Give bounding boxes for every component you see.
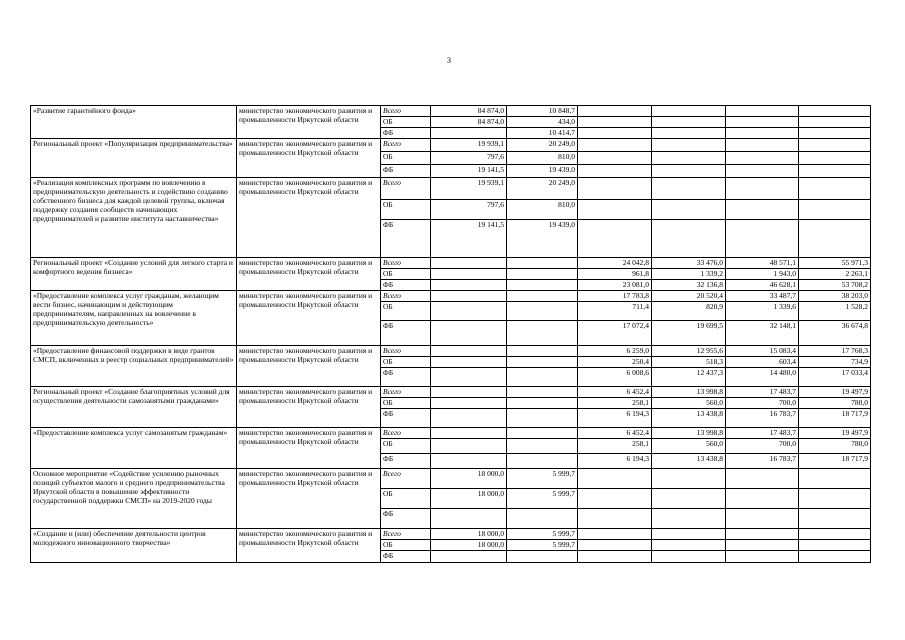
- amount-cell: 18 000,0: [431, 489, 507, 509]
- amount-cell: 2 263,1: [799, 269, 871, 280]
- amount-cell: [652, 509, 726, 529]
- amount-cell: 961,8: [578, 269, 652, 280]
- amount-cell: [431, 280, 507, 291]
- table-row: [31, 346, 871, 357]
- amount-cell: [799, 178, 871, 200]
- amount-cell: 560,0: [652, 398, 726, 409]
- amount-cell: 15 083,4: [726, 346, 799, 357]
- amount-cell: [578, 200, 652, 220]
- amount-cell: 700,0: [726, 439, 799, 454]
- amount-cell: [507, 509, 578, 529]
- table-row: [31, 428, 871, 439]
- funding-source: ФБ: [381, 128, 431, 139]
- amount-cell: [507, 357, 578, 368]
- table-row: [31, 139, 871, 152]
- amount-cell: 560,0: [652, 439, 726, 454]
- amount-cell: [431, 128, 507, 139]
- amount-cell: 16 783,7: [726, 454, 799, 469]
- amount-cell: 810,0: [507, 152, 578, 165]
- amount-cell: 53 708,2: [799, 280, 871, 291]
- funding-source: ФБ: [381, 454, 431, 469]
- amount-cell: [431, 428, 507, 439]
- funding-source: ОБ: [381, 439, 431, 454]
- amount-cell: 5 999,7: [507, 529, 578, 540]
- amount-cell: [578, 540, 652, 551]
- executor: министерство экономического развития и промышленности Иркутской области: [237, 469, 381, 529]
- amount-cell: 780,0: [799, 398, 871, 409]
- amount-cell: 17 072,4: [578, 321, 652, 346]
- amount-cell: [507, 409, 578, 428]
- activity-name: Основное мероприятие «Содействие усилению рыночных позиций субъектов малого и среднего предпринимательства Иркутской области в повышение эффективности государственной поддержки СМСП» на 2019-2020 годы: [31, 469, 237, 529]
- amount-cell: 13 438,8: [652, 409, 726, 428]
- amount-cell: 797,6: [431, 200, 507, 220]
- amount-cell: [578, 117, 652, 128]
- executor: министерство экономического развития и промышленности Иркутской области: [237, 106, 381, 139]
- amount-cell: [507, 551, 578, 563]
- amount-cell: [799, 529, 871, 540]
- amount-cell: [726, 469, 799, 489]
- funding-source: ФБ: [381, 368, 431, 387]
- funding-source: Всего: [381, 291, 431, 302]
- amount-cell: 603,4: [726, 357, 799, 368]
- amount-cell: 32 136,8: [652, 280, 726, 291]
- amount-cell: [652, 178, 726, 200]
- amount-cell: [507, 368, 578, 387]
- amount-cell: [507, 428, 578, 439]
- amount-cell: 55 971,3: [799, 258, 871, 269]
- amount-cell: 1 943,0: [726, 269, 799, 280]
- amount-cell: [578, 489, 652, 509]
- amount-cell: 13 998,8: [652, 387, 726, 398]
- amount-cell: [578, 509, 652, 529]
- amount-cell: [507, 280, 578, 291]
- amount-cell: [578, 178, 652, 200]
- amount-cell: [431, 509, 507, 529]
- funding-source: Всего: [381, 469, 431, 489]
- amount-cell: [652, 469, 726, 489]
- amount-cell: [652, 489, 726, 509]
- amount-cell: [431, 387, 507, 398]
- amount-cell: [431, 398, 507, 409]
- amount-cell: 12 955,6: [652, 346, 726, 357]
- amount-cell: 18 000,0: [431, 469, 507, 489]
- amount-cell: [726, 178, 799, 200]
- amount-cell: [507, 291, 578, 302]
- table-row: [31, 106, 871, 117]
- amount-cell: 33 476,0: [652, 258, 726, 269]
- executor: министерство экономического развития и промышленности Иркутской области: [237, 258, 381, 291]
- amount-cell: [726, 152, 799, 165]
- funding-source: Всего: [381, 346, 431, 357]
- amount-cell: 48 571,1: [726, 258, 799, 269]
- activity-name: Региональный проект «Популяризация предпринимательства»: [31, 139, 237, 178]
- activity-name: «Предоставление комплекса услуг гражданам, желающим вести бизнес, начинающим и действующим предпринимателям, направленных на вовлечение в предпринимательскую деятельность»: [31, 291, 237, 346]
- amount-cell: [799, 128, 871, 139]
- activity-name: «Предоставление финансовой поддержки в виде грантов СМСП, включенных в реестр социальных предпринимателей»: [31, 346, 237, 387]
- amount-cell: 19 141,5: [431, 220, 507, 258]
- funding-source: ФБ: [381, 165, 431, 178]
- amount-cell: [726, 540, 799, 551]
- amount-cell: 17 483,7: [726, 428, 799, 439]
- amount-cell: [652, 106, 726, 117]
- amount-cell: 797,6: [431, 152, 507, 165]
- amount-cell: [431, 269, 507, 280]
- table-row: [31, 529, 871, 540]
- amount-cell: [652, 152, 726, 165]
- funding-source: Всего: [381, 428, 431, 439]
- amount-cell: [652, 529, 726, 540]
- amount-cell: 1 528,2: [799, 302, 871, 321]
- amount-cell: [431, 357, 507, 368]
- amount-cell: 38 203,0: [799, 291, 871, 302]
- funding-source: ФБ: [381, 280, 431, 291]
- amount-cell: [431, 346, 507, 357]
- amount-cell: 6 008,6: [578, 368, 652, 387]
- executor: министерство экономического развития и промышленности Иркутской области: [237, 291, 381, 346]
- executor: министерство экономического развития и промышленности Иркутской области: [237, 428, 381, 469]
- amount-cell: [507, 346, 578, 357]
- table-row: [31, 387, 871, 398]
- amount-cell: [799, 106, 871, 117]
- amount-cell: [726, 509, 799, 529]
- amount-cell: 20 249,0: [507, 178, 578, 200]
- amount-cell: 19 439,0: [507, 220, 578, 258]
- amount-cell: 19 699,5: [652, 321, 726, 346]
- amount-cell: [799, 152, 871, 165]
- amount-cell: 16 783,7: [726, 409, 799, 428]
- amount-cell: 46 628,1: [726, 280, 799, 291]
- executor: министерство экономического развития и промышленности Иркутской области: [237, 346, 381, 387]
- amount-cell: 6 194,3: [578, 454, 652, 469]
- amount-cell: 6 452,4: [578, 428, 652, 439]
- amount-cell: [578, 128, 652, 139]
- amount-cell: [652, 540, 726, 551]
- amount-cell: [507, 302, 578, 321]
- amount-cell: [726, 200, 799, 220]
- amount-cell: 32 148,1: [726, 321, 799, 346]
- amount-cell: [507, 387, 578, 398]
- amount-cell: [578, 165, 652, 178]
- activity-name: Региональный проект «Создание благоприятных условий для осуществления деятельности самозанятыми гражданами»: [31, 387, 237, 428]
- amount-cell: 5 999,7: [507, 489, 578, 509]
- amount-cell: 10 848,7: [507, 106, 578, 117]
- amount-cell: [726, 106, 799, 117]
- amount-cell: [652, 220, 726, 258]
- amount-cell: 10 414,7: [507, 128, 578, 139]
- table-row: [31, 291, 871, 302]
- amount-cell: [431, 368, 507, 387]
- amount-cell: [431, 551, 507, 563]
- amount-cell: [726, 139, 799, 152]
- amount-cell: [799, 165, 871, 178]
- table-row: [31, 469, 871, 489]
- amount-cell: 24 042,8: [578, 258, 652, 269]
- amount-cell: 780,0: [799, 439, 871, 454]
- amount-cell: 19 141,5: [431, 165, 507, 178]
- amount-cell: [726, 220, 799, 258]
- amount-cell: 84 874,0: [431, 117, 507, 128]
- amount-cell: [652, 551, 726, 563]
- amount-cell: 258,1: [578, 439, 652, 454]
- funding-source: ФБ: [381, 321, 431, 346]
- amount-cell: [507, 439, 578, 454]
- activity-name: Региональный проект «Создание условий для легкого старта и комфортного ведения бизнеса»: [31, 258, 237, 291]
- funding-source: Всего: [381, 106, 431, 117]
- executor: министерство экономического развития и промышленности Иркутской области: [237, 139, 381, 178]
- amount-cell: [652, 139, 726, 152]
- amount-cell: [578, 152, 652, 165]
- amount-cell: 13 438,8: [652, 454, 726, 469]
- funding-source: ОБ: [381, 200, 431, 220]
- funding-source: ФБ: [381, 409, 431, 428]
- amount-cell: 19 497,9: [799, 387, 871, 398]
- funding-source: Всего: [381, 178, 431, 200]
- amount-cell: 820,9: [652, 302, 726, 321]
- amount-cell: 518,3: [652, 357, 726, 368]
- amount-cell: 36 674,8: [799, 321, 871, 346]
- amount-cell: [799, 200, 871, 220]
- amount-cell: 1 339,2: [652, 269, 726, 280]
- amount-cell: [726, 529, 799, 540]
- amount-cell: [431, 321, 507, 346]
- amount-cell: 19 939,1: [431, 178, 507, 200]
- table-row: [31, 178, 871, 200]
- activity-name: «Создание и (или) обеспечение деятельности центров молодежного инновационного творчества»: [31, 529, 237, 563]
- amount-cell: 6 259,0: [578, 346, 652, 357]
- amount-cell: [799, 540, 871, 551]
- amount-cell: [507, 321, 578, 346]
- activity-name: «Развитие гарантийного фонда»: [31, 106, 237, 139]
- amount-cell: [578, 551, 652, 563]
- amount-cell: 810,0: [507, 200, 578, 220]
- funding-source: ОБ: [381, 357, 431, 368]
- funding-source: Всего: [381, 139, 431, 152]
- amount-cell: [507, 258, 578, 269]
- amount-cell: [431, 302, 507, 321]
- amount-cell: 17 783,8: [578, 291, 652, 302]
- amount-cell: [726, 489, 799, 509]
- amount-cell: 19 939,1: [431, 139, 507, 152]
- amount-cell: 18 000,0: [431, 529, 507, 540]
- amount-cell: 17 483,7: [726, 387, 799, 398]
- executor: министерство экономического развития и промышленности Иркутской области: [237, 529, 381, 563]
- funding-source: ОБ: [381, 489, 431, 509]
- amount-cell: [652, 128, 726, 139]
- amount-cell: 20 249,0: [507, 139, 578, 152]
- amount-cell: 17 033,4: [799, 368, 871, 387]
- amount-cell: [507, 269, 578, 280]
- amount-cell: 18 717,9: [799, 454, 871, 469]
- amount-cell: [431, 454, 507, 469]
- activity-name: «Предоставление комплекса услуг самозанятым гражданам»: [31, 428, 237, 469]
- amount-cell: 14 480,0: [726, 368, 799, 387]
- amount-cell: [578, 469, 652, 489]
- amount-cell: 23 081,0: [578, 280, 652, 291]
- amount-cell: 19 497,9: [799, 428, 871, 439]
- amount-cell: [578, 529, 652, 540]
- amount-cell: [799, 220, 871, 258]
- amount-cell: [578, 139, 652, 152]
- page-number: 3: [447, 56, 451, 65]
- amount-cell: [652, 200, 726, 220]
- amount-cell: 250,4: [578, 357, 652, 368]
- amount-cell: 734,9: [799, 357, 871, 368]
- amount-cell: [431, 409, 507, 428]
- budget-table-body: [31, 106, 871, 563]
- amount-cell: 6 452,4: [578, 387, 652, 398]
- funding-source: ОБ: [381, 152, 431, 165]
- amount-cell: 18 717,9: [799, 409, 871, 428]
- amount-cell: [726, 117, 799, 128]
- amount-cell: 84 874,0: [431, 106, 507, 117]
- amount-cell: 13 998,8: [652, 428, 726, 439]
- amount-cell: 20 520,4: [652, 291, 726, 302]
- executor: министерство экономического развития и промышленности Иркутской области: [237, 178, 381, 258]
- table-row: [31, 258, 871, 269]
- amount-cell: [578, 220, 652, 258]
- amount-cell: 711,4: [578, 302, 652, 321]
- amount-cell: [507, 398, 578, 409]
- amount-cell: [431, 439, 507, 454]
- funding-source: ОБ: [381, 302, 431, 321]
- activity-name: «Реализация комплексных программ по вовлечению в предпринимательскую деятельность и содействию созданию собственного бизнеса для каждой целевой группы, включая поддержку создания сообществ начинающих предпринимателей и развитие института наставничества»: [31, 178, 237, 258]
- funding-source: Всего: [381, 258, 431, 269]
- amount-cell: 33 487,7: [726, 291, 799, 302]
- amount-cell: [431, 291, 507, 302]
- amount-cell: [726, 128, 799, 139]
- funding-source: Всего: [381, 529, 431, 540]
- funding-source: ОБ: [381, 269, 431, 280]
- amount-cell: [431, 258, 507, 269]
- executor: министерство экономического развития и промышленности Иркутской области: [237, 387, 381, 428]
- amount-cell: [799, 139, 871, 152]
- amount-cell: 258,1: [578, 398, 652, 409]
- amount-cell: [652, 165, 726, 178]
- amount-cell: [799, 509, 871, 529]
- budget-table: [30, 105, 871, 563]
- amount-cell: 18 000,0: [431, 540, 507, 551]
- amount-cell: [652, 117, 726, 128]
- funding-source: ОБ: [381, 540, 431, 551]
- funding-source: ОБ: [381, 398, 431, 409]
- amount-cell: [799, 469, 871, 489]
- amount-cell: [799, 117, 871, 128]
- amount-cell: [799, 489, 871, 509]
- funding-source: ФБ: [381, 551, 431, 563]
- amount-cell: 700,0: [726, 398, 799, 409]
- amount-cell: [726, 165, 799, 178]
- amount-cell: 19 439,0: [507, 165, 578, 178]
- amount-cell: 5 999,7: [507, 469, 578, 489]
- amount-cell: 17 768,3: [799, 346, 871, 357]
- amount-cell: 12 437,3: [652, 368, 726, 387]
- funding-source: ФБ: [381, 509, 431, 529]
- amount-cell: [578, 106, 652, 117]
- amount-cell: 434,0: [507, 117, 578, 128]
- amount-cell: 6 194,3: [578, 409, 652, 428]
- funding-source: ОБ: [381, 117, 431, 128]
- amount-cell: 5 999,7: [507, 540, 578, 551]
- funding-source: Всего: [381, 387, 431, 398]
- amount-cell: [726, 551, 799, 563]
- funding-source: ФБ: [381, 220, 431, 258]
- amount-cell: [799, 551, 871, 563]
- amount-cell: [507, 454, 578, 469]
- amount-cell: 1 339,6: [726, 302, 799, 321]
